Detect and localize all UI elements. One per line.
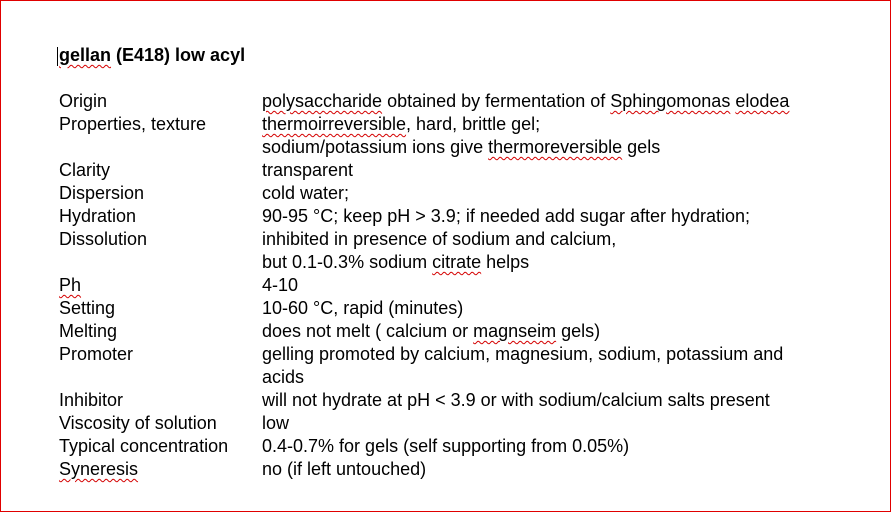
property-value: gelling promoted by calcium, magnesium, sodium, potassium and [262, 344, 784, 364]
property-row [59, 320, 879, 343]
property-label: Clarity [59, 160, 111, 180]
spelling-flagged-word: Ph [59, 275, 82, 295]
property-value: 4-10 [262, 275, 299, 295]
spelling-flagged-word: polysaccharide [262, 91, 383, 111]
property-label: Melting [59, 321, 118, 341]
property-value: 0.4-0.7% for gels (self supporting from 0.05%) [262, 436, 630, 456]
property-label [59, 251, 262, 274]
spelling-flagged-word: thermoreversible [488, 137, 623, 157]
property-value: inhibited in presence of sodium and calcium, [262, 229, 617, 249]
property-value: transparent [262, 160, 354, 180]
document-title: gellan (E418) low acyl [59, 45, 246, 65]
property-value: thermoirreversible, hard, brittle gel; [262, 114, 541, 134]
property-row-continuation [59, 251, 879, 274]
property-label: Hydration [59, 206, 137, 226]
property-row [59, 435, 879, 458]
property-label: Properties, texture [59, 114, 207, 134]
spelling-flagged-word: Syneresis [59, 459, 139, 479]
property-row [59, 389, 879, 412]
property-row [59, 343, 879, 366]
property-row [59, 228, 879, 251]
property-value: will not hydrate at pH < 3.9 or with sodium/calcium salts present [262, 390, 770, 410]
property-label: Setting [59, 298, 116, 318]
property-row [59, 297, 879, 320]
property-label: Viscosity of solution [59, 413, 217, 433]
property-value: 90-95 °C; keep pH > 3.9; if needed add sugar after hydration; [262, 206, 751, 226]
property-row [59, 159, 879, 182]
property-row [59, 412, 879, 435]
property-value: no (if left untouched) [262, 459, 427, 479]
text-cursor [57, 47, 58, 66]
property-row [59, 182, 879, 205]
property-row-continuation [59, 366, 879, 389]
property-label: Dissolution [59, 229, 148, 249]
property-label [59, 136, 262, 159]
property-value: but 0.1-0.3% sodium citrate helps [262, 252, 530, 272]
spelling-flagged-word: Sphingomonas [610, 91, 731, 111]
spelling-flagged-word: thermoirreversible [262, 114, 407, 134]
spelling-flagged-word: citrate [432, 252, 482, 272]
property-value: sodium/potassium ions give thermoreversible gels [262, 137, 661, 157]
property-value: cold water; [262, 183, 350, 203]
property-label: Promoter [59, 344, 134, 364]
property-value: 10-60 °C, rapid (minutes) [262, 298, 464, 318]
property-label: Dispersion [59, 183, 145, 203]
property-value: polysaccharide obtained by fermentation of Sphingomonas elodea [262, 91, 790, 111]
property-label [59, 274, 262, 297]
property-label: Origin [59, 91, 108, 111]
property-row [59, 205, 879, 228]
property-row [59, 90, 879, 113]
spelling-flagged-word: gellan [59, 45, 112, 65]
property-label [59, 366, 262, 389]
property-label: Inhibitor [59, 390, 124, 410]
property-row [59, 113, 879, 136]
property-row-continuation [59, 136, 879, 159]
document-page[interactable] [59, 44, 879, 481]
property-row [59, 458, 879, 481]
property-value: does not melt ( calcium or magnseim gels) [262, 321, 601, 341]
property-label [59, 458, 262, 481]
property-row [59, 274, 879, 297]
property-value: low [262, 413, 290, 433]
spelling-flagged-word: magnseim [473, 321, 557, 341]
property-label: Typical concentration [59, 436, 229, 456]
property-value: acids [262, 367, 305, 387]
spelling-flagged-word: elodea [735, 91, 790, 111]
